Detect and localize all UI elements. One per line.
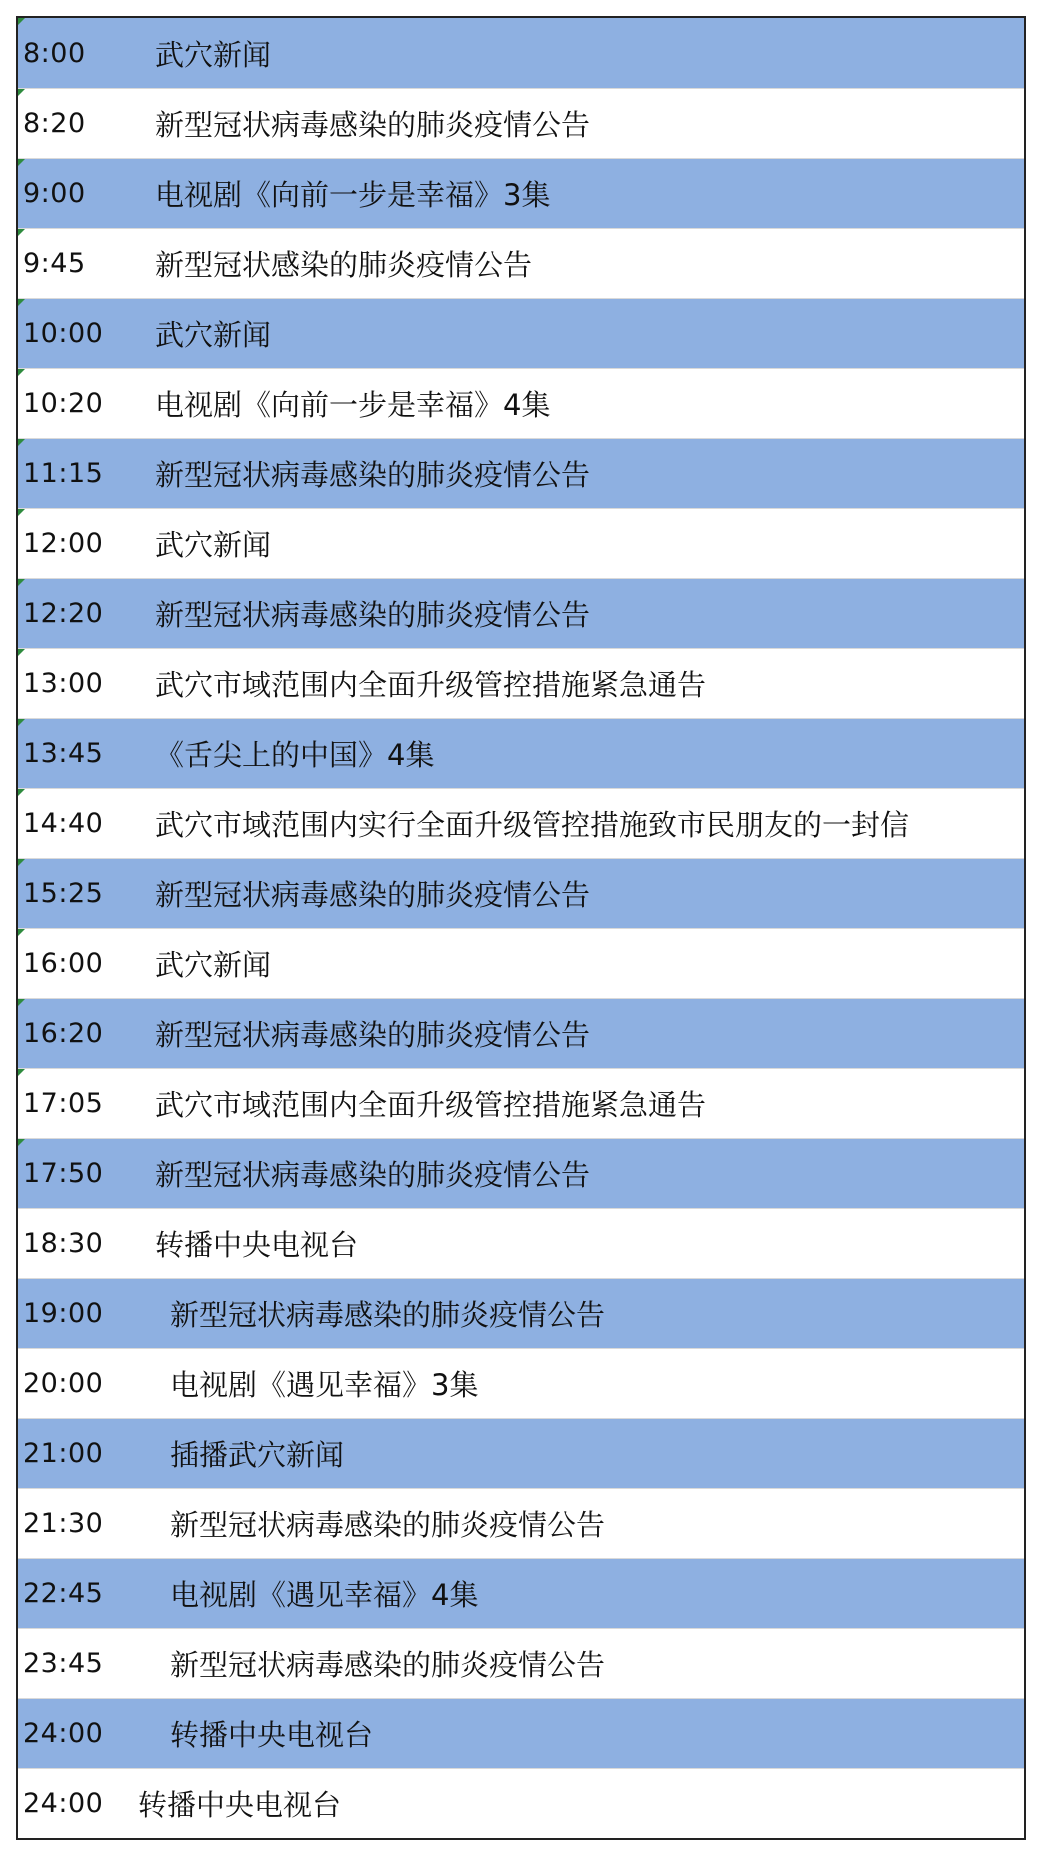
cell-marker	[18, 509, 25, 516]
schedule-program: 武穴新闻	[155, 528, 272, 562]
schedule-program: 武穴市域范围内全面升级管控措施紧急通告	[155, 668, 707, 702]
schedule-row	[18, 1348, 1024, 1418]
schedule-program: 武穴市域范围内全面升级管控措施紧急通告	[155, 1088, 707, 1122]
cell-marker	[18, 299, 25, 306]
cell-marker	[18, 1069, 25, 1076]
cell-marker	[18, 89, 25, 96]
schedule-time: 22:45	[23, 1578, 104, 1609]
schedule-row	[18, 1208, 1024, 1278]
schedule-row	[18, 578, 1024, 648]
schedule-row	[18, 438, 1024, 508]
cell-marker	[18, 1139, 25, 1146]
schedule-program: 插播武穴新闻	[170, 1438, 345, 1472]
schedule-program: 新型冠状病毒感染的肺炎疫情公告	[155, 1018, 591, 1052]
schedule-row	[18, 1068, 1024, 1138]
schedule-row	[18, 1418, 1024, 1488]
schedule-row	[18, 1138, 1024, 1208]
cell-marker	[18, 18, 25, 25]
schedule-row	[18, 1278, 1024, 1348]
schedule-time: 20:00	[23, 1368, 104, 1399]
schedule-row	[18, 928, 1024, 998]
schedule-program: 新型冠状病毒感染的肺炎疫情公告	[155, 878, 591, 912]
schedule-program: 新型冠状病毒感染的肺炎疫情公告	[170, 1648, 606, 1682]
cell-marker	[18, 859, 25, 866]
schedule-row	[18, 858, 1024, 928]
cell-marker	[18, 579, 25, 586]
schedule-row	[18, 648, 1024, 718]
schedule-time: 13:45	[23, 738, 104, 769]
schedule-program: 电视剧《向前一步是幸福》3集	[155, 178, 551, 212]
schedule-program: 电视剧《遇见幸福》3集	[170, 1368, 479, 1402]
schedule-row	[18, 1628, 1024, 1698]
schedule-time: 21:00	[23, 1438, 104, 1469]
schedule-time: 11:15	[23, 458, 104, 489]
schedule-time: 24:00	[23, 1718, 104, 1749]
schedule-time: 13:00	[23, 668, 104, 699]
cell-marker	[18, 999, 25, 1006]
schedule-program: 《舌尖上的中国》4集	[155, 738, 435, 772]
schedule-row	[18, 1698, 1024, 1768]
cell-marker	[18, 719, 25, 726]
cell-marker	[18, 229, 25, 236]
schedule-program: 新型冠状病毒感染的肺炎疫情公告	[155, 108, 591, 142]
schedule-row	[18, 1488, 1024, 1558]
schedule-row	[18, 998, 1024, 1068]
schedule-program: 新型冠状病毒感染的肺炎疫情公告	[155, 1158, 591, 1192]
program-schedule-table	[16, 16, 1026, 1840]
schedule-time: 12:20	[23, 598, 104, 629]
schedule-row	[18, 1558, 1024, 1628]
schedule-time: 15:25	[23, 878, 104, 909]
schedule-time: 16:00	[23, 948, 104, 979]
cell-marker	[18, 929, 25, 936]
schedule-program: 新型冠状感染的肺炎疫情公告	[155, 248, 533, 282]
cell-marker	[18, 159, 25, 166]
schedule-row	[18, 228, 1024, 298]
schedule-row	[18, 18, 1024, 88]
cell-marker	[18, 649, 25, 656]
schedule-time: 24:00	[23, 1788, 104, 1819]
schedule-time: 14:40	[23, 808, 104, 839]
schedule-time: 9:45	[23, 248, 86, 279]
cell-marker	[18, 439, 25, 446]
schedule-time: 9:00	[23, 178, 86, 209]
schedule-row	[18, 788, 1024, 858]
schedule-program: 电视剧《向前一步是幸福》4集	[155, 388, 551, 422]
schedule-program: 武穴市域范围内实行全面升级管控措施致市民朋友的一封信	[155, 808, 910, 842]
schedule-row	[18, 298, 1024, 368]
schedule-row	[18, 158, 1024, 228]
cell-marker	[18, 369, 25, 376]
schedule-program: 电视剧《遇见幸福》4集	[170, 1578, 479, 1612]
schedule-time: 16:20	[23, 1018, 104, 1049]
schedule-time: 18:30	[23, 1228, 104, 1259]
schedule-program: 转播中央电视台	[138, 1788, 342, 1822]
schedule-time: 19:00	[23, 1298, 104, 1329]
schedule-time: 12:00	[23, 528, 104, 559]
schedule-row	[18, 718, 1024, 788]
schedule-time: 17:50	[23, 1158, 104, 1189]
schedule-time: 10:20	[23, 388, 104, 419]
schedule-time: 10:00	[23, 318, 104, 349]
schedule-time: 8:00	[23, 37, 86, 69]
schedule-program: 武穴新闻	[155, 37, 272, 72]
cell-marker	[18, 789, 25, 796]
schedule-row	[18, 368, 1024, 438]
schedule-program: 新型冠状病毒感染的肺炎疫情公告	[155, 598, 591, 632]
schedule-program: 新型冠状病毒感染的肺炎疫情公告	[155, 458, 591, 492]
schedule-time: 8:20	[23, 108, 86, 139]
schedule-program: 新型冠状病毒感染的肺炎疫情公告	[170, 1298, 606, 1332]
schedule-time: 21:30	[23, 1508, 104, 1539]
schedule-program: 武穴新闻	[155, 948, 272, 982]
schedule-program: 新型冠状病毒感染的肺炎疫情公告	[170, 1508, 606, 1542]
schedule-program: 武穴新闻	[155, 318, 272, 352]
schedule-row	[18, 1768, 1024, 1838]
schedule-row	[18, 88, 1024, 158]
schedule-row	[18, 508, 1024, 578]
schedule-program: 转播中央电视台	[170, 1718, 374, 1752]
schedule-time: 23:45	[23, 1648, 104, 1679]
schedule-time: 17:05	[23, 1088, 104, 1119]
schedule-program: 转播中央电视台	[155, 1228, 359, 1262]
